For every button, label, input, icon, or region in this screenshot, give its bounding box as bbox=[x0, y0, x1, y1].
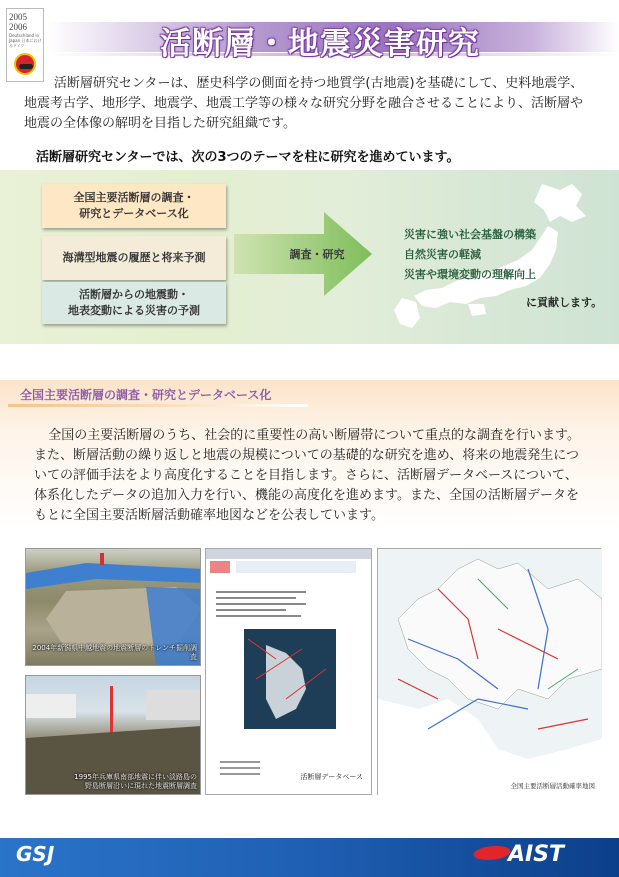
gsj-logo: GSJ bbox=[16, 842, 55, 866]
map-caption: 全国主要活断層活動確率地図 bbox=[510, 782, 595, 790]
screen-illustration bbox=[206, 549, 373, 796]
theme-box-database: 全国主要活断層の調査・ 研究とデータベース化 bbox=[42, 184, 226, 228]
logo-small-text: Deutschland in Japan 日本におけるドイツ bbox=[9, 33, 42, 48]
goal-infrastructure: 災害に強い社会基盤の構築 bbox=[404, 228, 536, 241]
section-paragraph: 全国の主要活断層のうち、社会的に重要性の高い断層帯について重点的な調査を行います。また、断層活動の繰り返しと地震の規模についての基礎的な研究を進め、将来の地震発生についての評価手法をより高度化することを目指します。さらに、活断層データベースについて、体系化したデータの追加入力を行い、機能の高度化を進めます。また、全国の活断層データをもとに全国主要活断層活動確率地図などを公表しています。 bbox=[34, 428, 580, 523]
fault-map-illustration bbox=[378, 549, 602, 796]
database-screenshot bbox=[205, 548, 372, 795]
goal-disaster-mitigation: 自然災害の軽減 bbox=[404, 248, 481, 261]
logo-emblem-icon bbox=[14, 53, 36, 75]
theme-box-trench-earthquake: 海溝型地震の履歴と将来予測 bbox=[42, 236, 226, 280]
section-heading: 全国主要活断層の調査・研究とデータベース化 bbox=[20, 388, 272, 402]
aist-logo: AIST bbox=[508, 842, 565, 867]
nojima-fault-photo bbox=[25, 675, 201, 795]
page-title: 活断層・地震災害研究 bbox=[160, 26, 480, 62]
lead-sentence: 活断層研究センターでは、次の3つのテーマを柱に研究を進めています。 bbox=[36, 150, 460, 165]
fault-probability-map bbox=[377, 548, 601, 795]
contribution-text: に貢献します。 bbox=[526, 296, 603, 309]
theme-box-disaster-prediction: 活断層からの地震動・ 地表変動による災害の予測 bbox=[42, 282, 226, 324]
photo2-caption: 1995年兵庫県南部地震に伴い淡路島の 野島断層沿いに現れた地震断層調査 bbox=[74, 773, 197, 790]
photo1-caption: 2004年新潟県中越地震の地震断層のトレンチ掘削調査 bbox=[32, 644, 197, 661]
trench-survey-photo bbox=[25, 548, 201, 666]
screen-caption: 活断層データベース bbox=[300, 773, 363, 781]
section-underline bbox=[8, 404, 308, 407]
event-logo bbox=[6, 8, 44, 82]
goal-understanding: 災害や環境変動の理解向上 bbox=[404, 268, 536, 281]
logo-years: 2005 2006 bbox=[9, 12, 27, 32]
intro-paragraph: 活断層研究センターは、歴史科学の側面を持つ地質学(古地震)を基礎にして、史料地震学、地震考古学、地形学、地震学、地震工学等の様々な研究分野を融合させることにより、活断層や地震の全体像の解明を目指した研究組織です。 bbox=[24, 76, 584, 131]
arrow-label: 調査・研究 bbox=[289, 248, 345, 261]
